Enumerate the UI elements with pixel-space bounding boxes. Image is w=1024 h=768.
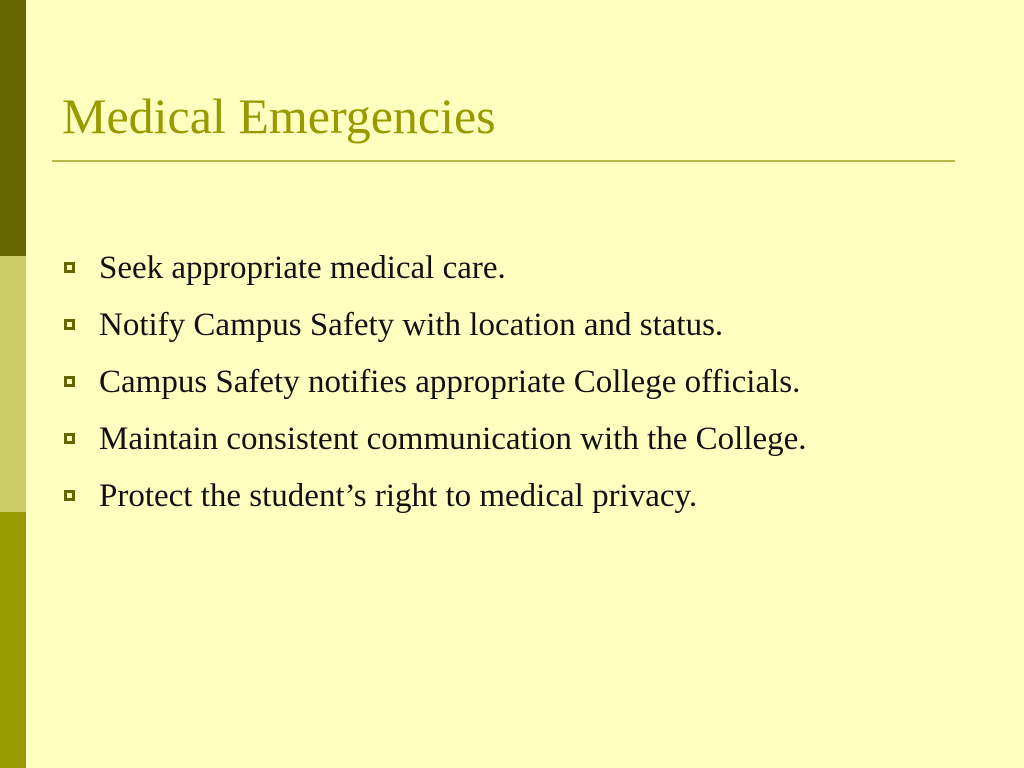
bullet-list	[64, 241, 807, 526]
bullet-text: Seek appropriate medical care.	[99, 250, 506, 286]
bullet-item	[64, 469, 807, 526]
sidebar-stripe-bottom	[0, 512, 26, 768]
slide-title: Medical Emergencies	[62, 88, 496, 144]
bullet-text: Campus Safety notifies appropriate College officials.	[99, 364, 801, 400]
bullet-item	[64, 355, 807, 412]
hollow-square-bullet-icon	[64, 262, 75, 273]
sidebar-stripe-middle	[0, 256, 26, 512]
hollow-square-bullet-icon	[64, 376, 75, 387]
bullet-text: Notify Campus Safety with location and status.	[99, 307, 724, 343]
sidebar-stripe-top	[0, 0, 26, 256]
title-divider	[52, 160, 955, 162]
hollow-square-bullet-icon	[64, 433, 75, 444]
hollow-square-bullet-icon	[64, 490, 75, 501]
hollow-square-bullet-icon	[64, 319, 75, 330]
bullet-item	[64, 298, 807, 355]
bullet-item	[64, 412, 807, 469]
bullet-item	[64, 241, 807, 298]
bullet-text: Maintain consistent communication with the College.	[99, 421, 807, 457]
bullet-text: Protect the student’s right to medical privacy.	[99, 478, 698, 514]
